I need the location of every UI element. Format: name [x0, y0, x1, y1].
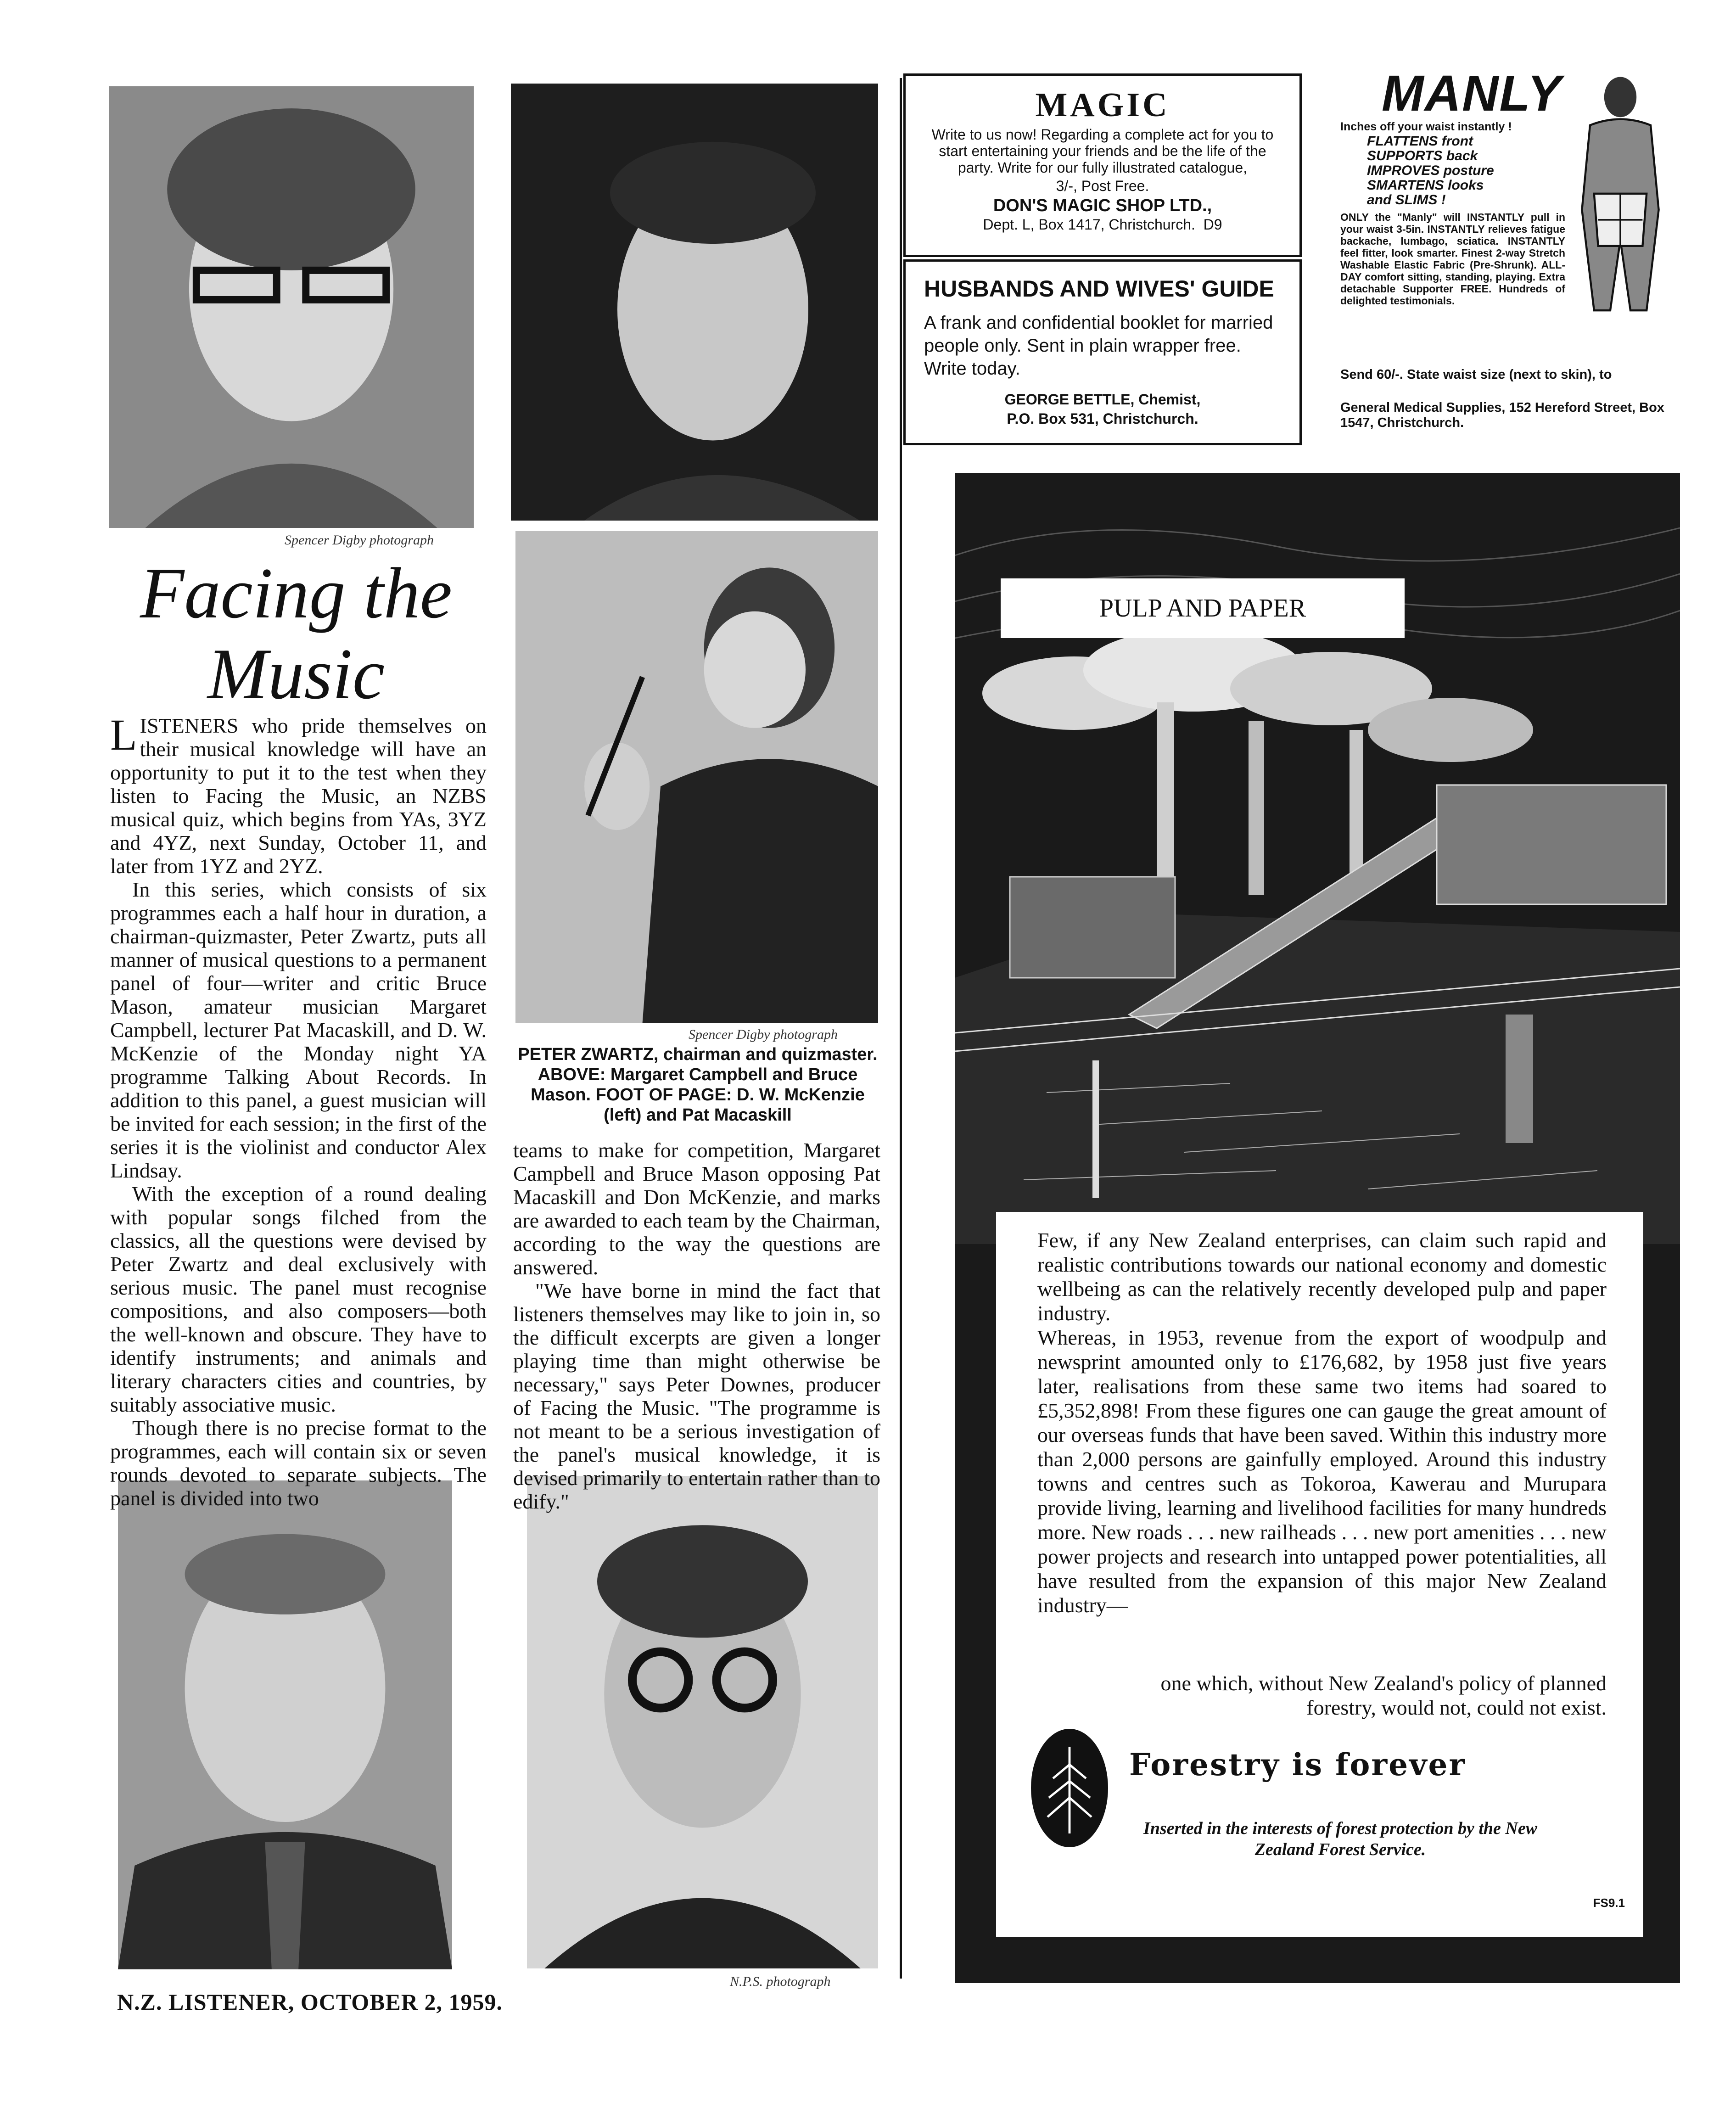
photo-pat-macaskill — [527, 1476, 878, 1968]
article-paragraph-1 — [110, 710, 487, 878]
ad-manly-address: General Medical Supplies, 152 Hereford Street, Box 1547, Christchurch. — [1340, 400, 1664, 430]
ad-guide-title: HUSBANDS AND WIVES' GUIDE — [924, 276, 1274, 302]
ad-magic-address-text: Dept. L, Box 1417, Christchurch. — [983, 216, 1195, 233]
article-paragraph-5: teams to make for competition, Margaret Campbell and Bruce Mason opposing Pat Macaskill and Don McKenzie, and marks are awarded to each team by the Chairman, according to the way the questions are answered. — [513, 1138, 880, 1279]
ad-manly-claim-4: SMARTENS looks — [1367, 178, 1484, 193]
ad-magic-title: MAGIC — [1035, 86, 1170, 124]
photo-bruce-mason — [511, 84, 878, 521]
ad-manly-figure — [1570, 69, 1671, 331]
ad-forestry-code: FS9.1 — [1593, 1896, 1625, 1910]
article-title-line1: Facing the — [140, 553, 453, 634]
ad-forestry-paragraph-2: Whereas, in 1953, revenue from the export of woodpulp and newsprint amounted only to £176,682, by 1958 just five years later, realisations from these same two items had soared to £5,352,898! From these figures one can gauge the great amount of our overseas funds that have been saved. Within this industry more than 2,000 persons are gainfully employed. Around this industry towns and centres such as Tokoroa, Kawerau and Murupara provide living, learning and livelihood facilities for many hundreds more. New roads . . . new railheads . . . new port amenities . . . new power projects and research into untapped power potentialities, all have resulted from the expansion of this major New Zealand industry— — [1037, 1326, 1607, 1617]
ad-guide-body: A frank and confidential booklet for married people only. Sent in plain wrapper free. Write today. — [924, 313, 1273, 379]
publication-footer: N.Z. LISTENER, OCTOBER 2, 1959. — [117, 1989, 503, 2015]
ad-manly-claim-1: FLATTENS front — [1367, 134, 1473, 149]
ad-forestry-tree-logo — [1028, 1726, 1111, 1850]
ad-husbands-wives-guide — [903, 259, 1302, 445]
photo-credit-middle: Spencer Digby photograph — [689, 1027, 838, 1042]
ad-forestry-textbox — [996, 1212, 1643, 1937]
article-column-2 — [513, 1138, 880, 1513]
ad-manly — [1331, 64, 1680, 441]
ad-guide-chemist: GEORGE BETTLE, Chemist, — [1004, 391, 1201, 408]
ad-forestry-slogan: Forestry is forever — [1129, 1747, 1467, 1783]
ad-guide-address: P.O. Box 531, Christchurch. — [1007, 410, 1198, 427]
ad-manly-claims — [1367, 134, 1494, 207]
photo-credit-bottom: N.P.S. photograph — [730, 1974, 831, 1989]
ad-forestry-note: Inserted in the interests of forest protection by the New Zealand Forest Service. — [1143, 1819, 1538, 1859]
article-paragraph-1-text: ISTENERS who pride themselves on their musical knowledge will have an opportunity to put it to the test when they listen to Facing the Music, an NZBS musical quiz, which begins from YAs, 3YZ and 4YZ, next Sunday, October 11, and later from 1YZ and 2YZ. — [110, 714, 487, 878]
ad-manly-title: MANLY — [1382, 65, 1562, 122]
ad-manly-order: Send 60/-. State waist size (next to skin), to — [1340, 367, 1612, 382]
ad-manly-claim-3: IMPROVES posture — [1367, 163, 1494, 178]
photo-margaret-campbell — [109, 86, 474, 528]
photo-caption: PETER ZWARTZ, chairman and quizmaster. ABOVE: Margaret Campbell and Bruce Mason. FOOT OF PAGE: D. W. McKenzie (left) and Pat Macaskill — [518, 1045, 878, 1125]
ad-manly-tagline: Inches off your waist instantly ! — [1340, 120, 1512, 133]
ad-magic-price: 3/-, Post Free. — [1056, 178, 1149, 194]
dropcap: L — [110, 710, 137, 759]
ad-manly-claim-5: and SLIMS ! — [1367, 192, 1446, 207]
photo-don-mckenzie — [118, 1480, 452, 1969]
ad-magic-code: D9 — [1203, 216, 1222, 233]
article-paragraph-6: "We have borne in mind the fact that listeners themselves may like to join in, so the difficult excerpts are given a longer playing time than might otherwise be necessary," says Peter Downes, producer of Facing the Music. "The programme is not meant to be a serious investigation of the panel's musical knowledge, it is devised primarily to entertain rather than to edify." — [513, 1279, 880, 1513]
ad-magic-address — [906, 216, 1299, 233]
ad-forestry-paragraph-3: one which, without New Zealand's policy of planned forestry, would not, could not exist. — [1160, 1671, 1607, 1719]
ad-forestry-copy — [1037, 1228, 1607, 1617]
ad-magic-shop: DON'S MAGIC SHOP LTD., — [993, 196, 1212, 215]
ad-forestry-label: PULP AND PAPER — [1001, 578, 1405, 638]
ad-manly-body: ONLY the "Manly" will INSTANTLY pull in your waist 3-5in. INSTANTLY relieves fatigue backache, lumbago, sciatica. INSTANTLY feel fitter, look smarter. Finest 2-way Stretch Washable Elastic Fabric (Pre-Shrunk). ALL-DAY comfort sitting, standing, playing. Extra detachable Supporter FREE. Hundreds of delighted testimonials. — [1340, 211, 1565, 307]
article-title — [106, 553, 487, 715]
ad-magic-body: Write to us now! Regarding a complete act for you to start entertaining your friends and be the life of the party. Write for our fully illustrated catalogue, — [931, 126, 1274, 176]
column-rule — [900, 78, 902, 1979]
ad-forestry-paragraph-1: Few, if any New Zealand enterprises, can claim such rapid and realistic contributions towards our national economy and domestic wellbeing as can the relatively recently developed pulp and paper industry. — [1037, 1228, 1607, 1325]
article-title-line2: Music — [207, 634, 385, 714]
ad-forestry — [955, 473, 1680, 1983]
photo-credit-top: Spencer Digby photograph — [285, 533, 434, 548]
article-paragraph-2: In this series, which consists of six programmes each a half hour in duration, a chairman-quizmaster, Peter Zwartz, puts all manner of musical questions to a permanent panel of four—writer and critic Bruce Mason, amateur musician Margaret Campbell, lecturer Pat Macaskill, and D. W. McKenzie of the Monday night YA programme Talking About Records. In addition to this panel, a guest musician will be invited for each session; in the first of the series it is the violinist and conductor Alex Lindsay. — [110, 878, 487, 1182]
article-paragraph-4: Though there is no precise format to the programmes, each will contain six or seven rounds devoted to separate subjects. The panel is divided into two — [110, 1416, 487, 1510]
photo-peter-zwartz — [515, 531, 878, 1023]
ad-magic — [903, 73, 1302, 257]
ad-manly-claim-2: SUPPORTS back — [1367, 148, 1478, 163]
article-column-1 — [110, 710, 487, 1510]
article-paragraph-3: With the exception of a round dealing with popular songs filched from the classics, all the questions were devised by Peter Zwartz and deal exclusively with serious music. The panel must recognise compositions, and also composers—both the well-known and obscure. They have to identify instruments; and animals and literary characters cities and countries, by suitably associative music. — [110, 1182, 487, 1416]
